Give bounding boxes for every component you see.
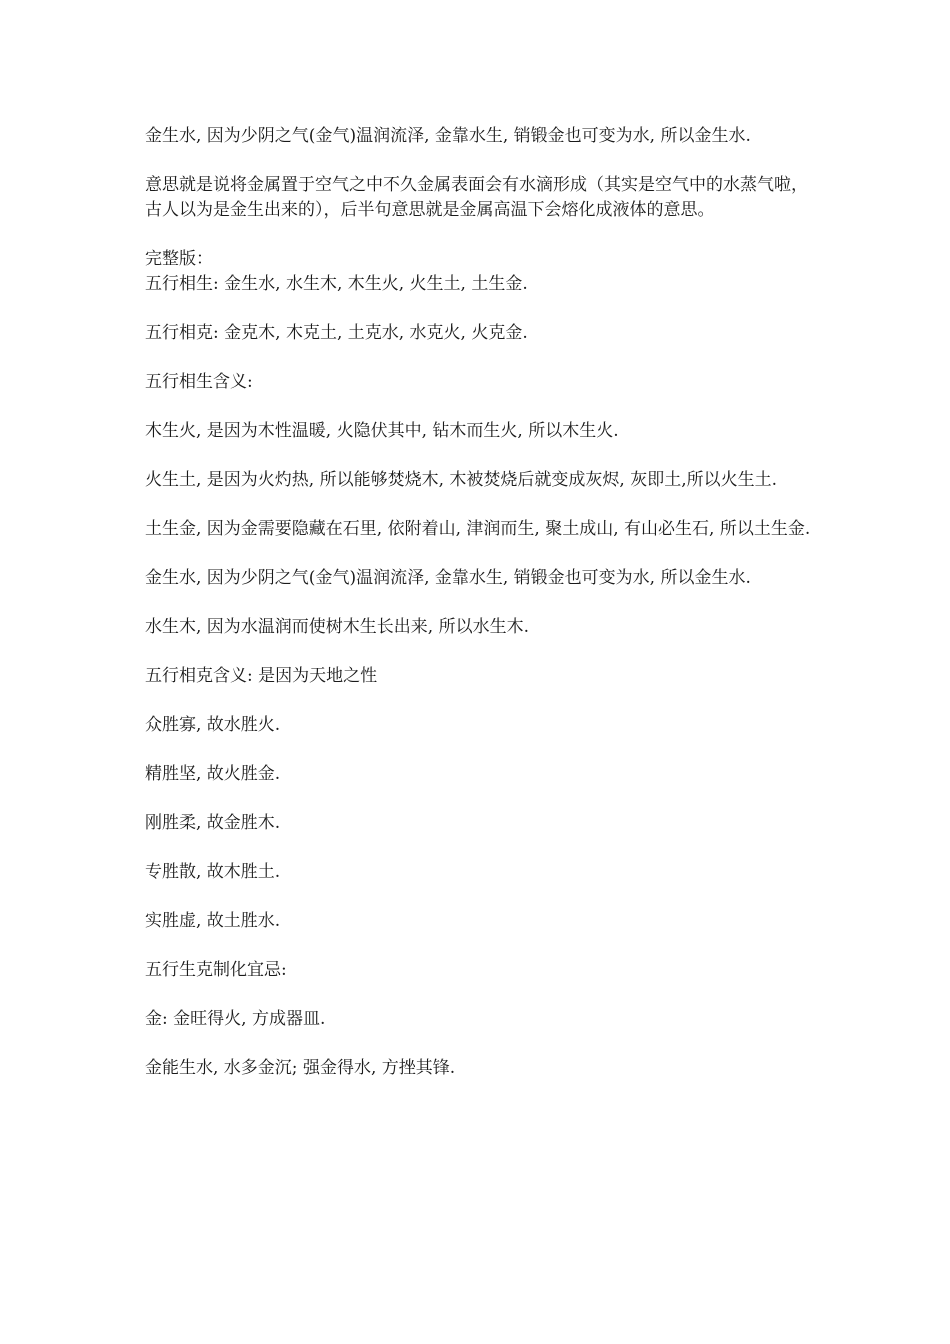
paragraph-metal-generates-water: 金生水, 因为少阴之气(金气)温润流泽, 金靠水生, 销锻金也可变为水, 所以金生水. <box>145 568 751 588</box>
paragraph-earth-overcomes-water: 实胜虚, 故土胜水. <box>145 911 281 931</box>
paragraph-water-generates-wood: 水生木, 因为水温润而使树木生长出来, 所以水生木. <box>145 617 530 637</box>
paragraph-rules-heading: 五行生克制化宜忌: <box>145 960 287 980</box>
paragraph-wood-generates-fire: 木生火, 是因为木性温暖, 火隐伏其中, 钻木而生火, 所以木生火. <box>145 421 619 441</box>
paragraph-metal-rule-1: 金: 金旺得火, 方成器皿. <box>145 1009 326 1029</box>
paragraph-fire-overcomes-metal: 精胜坚, 故火胜金. <box>145 764 281 784</box>
paragraph-overcoming-meaning-heading: 五行相克含义: 是因为天地之性 <box>145 666 378 686</box>
paragraph-water-overcomes-fire: 众胜寡, 故水胜火. <box>145 715 281 735</box>
paragraph-explanation: 意思就是说将金属置于空气之中不久金属表面会有水滴形成（其实是空气中的水蒸气啦，古人以为是金生出来的），后半句意思就是金属高温下会熔化成液体的意思。 <box>145 175 808 220</box>
paragraph-earth-generates-metal: 土生金, 因为金需要隐藏在石里, 依附着山, 津润而生, 聚土成山, 有山必生石, 所以土生金. <box>145 519 811 539</box>
paragraph-fire-generates-earth: 火生土, 是因为火灼热, 所以能够焚烧木, 木被焚烧后就变成灰烬, 灰即土,所以火生土. <box>145 470 778 490</box>
paragraph-generation-meaning-heading: 五行相生含义: <box>145 372 253 392</box>
paragraph-overcoming-cycle: 五行相克: 金克木, 木克土, 土克水, 水克火, 火克金. <box>145 323 528 343</box>
paragraph-metal-overcomes-wood: 刚胜柔, 故金胜木. <box>145 813 281 833</box>
paragraph-wood-overcomes-earth: 专胜散, 故木胜土. <box>145 862 281 882</box>
paragraph-metal-rule-2: 金能生水, 水多金沉; 强金得水, 方挫其锋. <box>145 1058 456 1078</box>
paragraph-generation-cycle: 五行相生: 金生水, 水生木, 木生火, 火生土, 土生金. <box>145 274 528 294</box>
paragraph-metal-generates-water-intro: 金生水, 因为少阴之气(金气)温润流泽, 金靠水生, 销锻金也可变为水, 所以金生水. <box>145 126 751 146</box>
document-page <box>145 124 813 1105</box>
paragraph-full-version-heading: 完整版： <box>145 249 213 269</box>
